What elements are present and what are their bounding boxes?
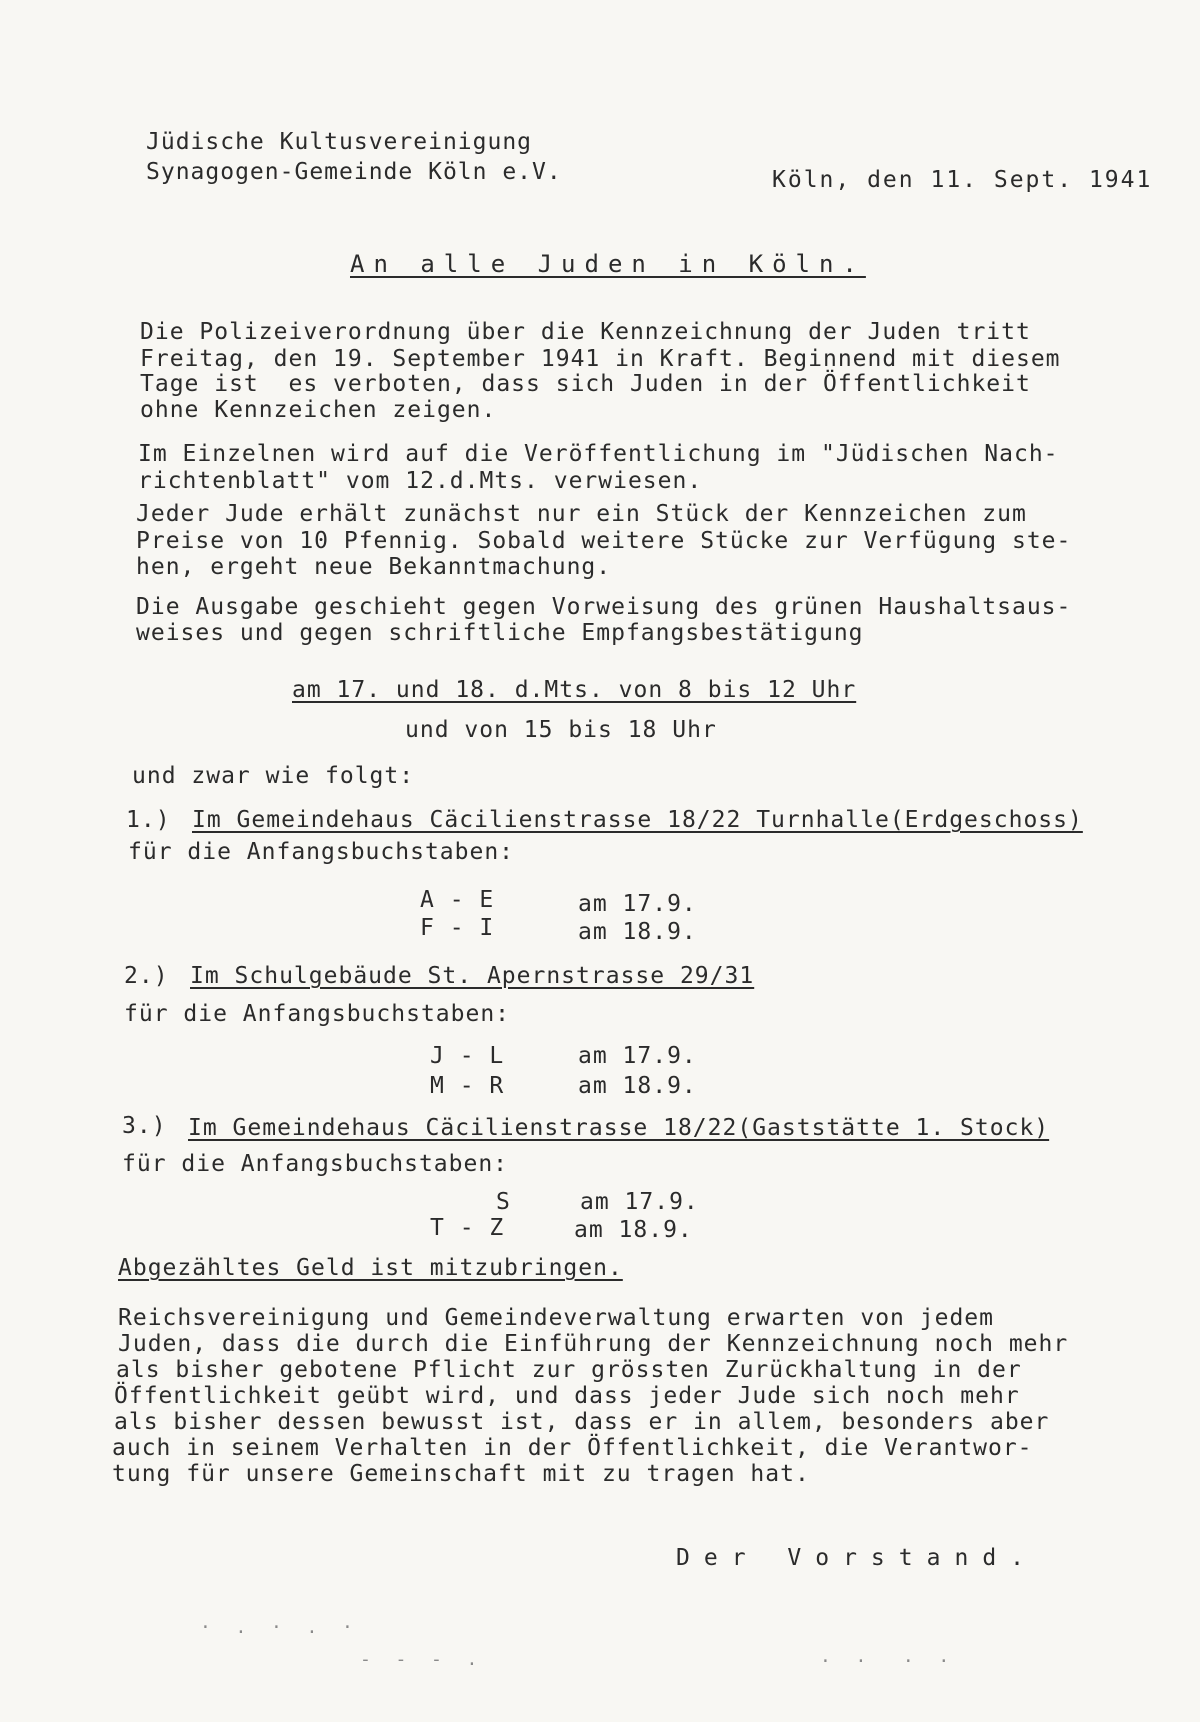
scan-noise-mark: - - - . [360, 1649, 479, 1670]
location-2-label: für die Anfangsbuchstaben: [124, 1001, 511, 1027]
location-1-row-1-date: am 17.9. [578, 891, 697, 917]
paragraph-3-line-3: hen, ergeht neue Bekanntmachung. [136, 554, 612, 580]
location-1-row-2-letters: F - I [420, 915, 495, 941]
closing-line-1: Reichsvereinigung und Gemeindeverwaltung erwarten von jedem [118, 1305, 994, 1331]
location-2-row-2-letters: M - R [430, 1073, 505, 1099]
closing-line-3: als bisher gebotene Pflicht zur grössten Zurückhaltung in der [116, 1357, 1022, 1383]
money-note: Abgezähltes Geld ist mitzubringen. [118, 1255, 623, 1281]
location-1-row-2-date: am 18.9. [578, 919, 697, 945]
closing-line-5: als bisher dessen bewusst ist, dass er in allem, besonders aber [114, 1409, 1050, 1435]
location-1-number: 1.) [126, 807, 171, 833]
location-2-row-1-letters: J - L [430, 1043, 505, 1069]
location-3-label: für die Anfangsbuchstaben: [122, 1151, 509, 1177]
location-3-place: Im Gemeindehaus Cäcilienstrasse 18/22(Gaststätte 1. Stock) [188, 1115, 1050, 1141]
closing-line-6: auch in seinem Verhalten in der Öffentlichkeit, die Verantwor- [112, 1435, 1033, 1461]
closing-line-4: Öffentlichkeit geübt wird, und dass jeder Jude sich noch mehr [114, 1383, 1020, 1409]
location-3-row-2-letters: T - Z [430, 1215, 505, 1241]
location-2-row-1-date: am 17.9. [578, 1043, 697, 1069]
schedule-line-2: und von 15 bis 18 Uhr [405, 717, 717, 743]
paragraph-1-line-1: Die Polizeiverordnung über die Kennzeichnung der Juden tritt [140, 319, 1031, 345]
paragraph-3-line-1: Jeder Jude erhält zunächst nur ein Stück der Kennzeichen zum [136, 501, 1027, 527]
scan-noise-mark: · · · · [820, 1651, 951, 1672]
location-3-row-2-date: am 18.9. [574, 1217, 693, 1243]
scan-noise-mark: · . · . · [200, 1617, 354, 1638]
schedule-line-1: am 17. und 18. d.Mts. von 8 bis 12 Uhr [292, 677, 857, 703]
paragraph-2-line-1: Im Einzelnen wird auf die Veröffentlichung im "Jüdischen Nach- [138, 441, 1059, 467]
location-1-place: Im Gemeindehaus Cäcilienstrasse 18/22 Turnhalle(Erdgeschoss) [192, 807, 1083, 833]
location-2-place: Im Schulgebäude St. Apernstrasse 29/31 [190, 963, 755, 989]
location-3-row-1-letters: S [496, 1189, 511, 1215]
paragraph-1-line-4: ohne Kennzeichen zeigen. [140, 397, 497, 423]
location-1-label: für die Anfangsbuchstaben: [128, 839, 515, 865]
paragraph-2-line-2: richtenblatt" vom 12.d.Mts. verwiesen. [138, 468, 703, 494]
schedule-intro: und zwar wie folgt: [132, 763, 415, 789]
location-2-number: 2.) [124, 963, 169, 989]
sender-line-2: Synagogen-Gemeinde Köln e.V. [146, 159, 562, 185]
paragraph-1-line-2: Freitag, den 19. September 1941 in Kraft. Beginnend mit diesem [140, 346, 1061, 372]
location-3-number: 3.) [122, 1113, 167, 1139]
closing-line-7: tung für unsere Gemeinschaft mit zu tragen hat. [112, 1461, 810, 1487]
sender-line-1: Jüdische Kultusvereinigung [146, 129, 533, 155]
location-1-row-1-letters: A - E [420, 887, 495, 913]
location-3-row-1-date: am 17.9. [580, 1189, 699, 1215]
signature: Der Vorstand. [676, 1545, 1039, 1571]
paragraph-3-line-2: Preise von 10 Pfennig. Sobald weitere Stücke zur Verfügung ste- [136, 528, 1072, 554]
paragraph-4-line-2: weises und gegen schriftliche Empfangsbestätigung [136, 620, 864, 646]
paragraph-4-line-1: Die Ausgabe geschieht gegen Vorweisung des grünen Haushaltsaus- [136, 594, 1072, 620]
location-2-row-2-date: am 18.9. [578, 1073, 697, 1099]
closing-line-2: Juden, dass die durch die Einführung der Kennzeichnung noch mehr [118, 1331, 1069, 1357]
document-date: Köln, den 11. Sept. 1941 [772, 167, 1153, 193]
paragraph-1-line-3: Tage ist es verboten, dass sich Juden in der Öffentlichkeit [140, 371, 1031, 397]
document-title: An alle Juden in Köln. [350, 250, 866, 278]
